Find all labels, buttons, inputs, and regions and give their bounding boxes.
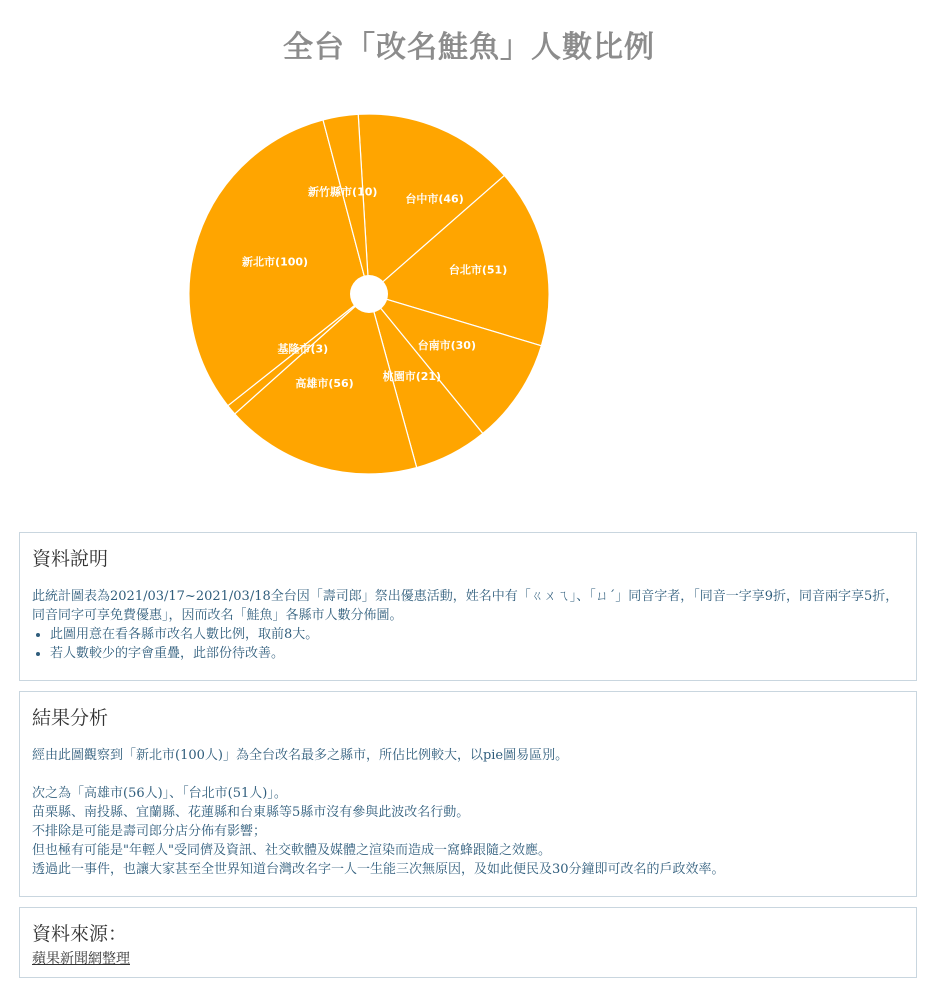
pie-label-台南市: 台南市(30) (417, 339, 477, 353)
description-heading: 資料說明 (32, 548, 109, 570)
pie-label-新竹縣市: 新竹縣市(10) (308, 185, 378, 199)
pie-label-新北市: 新北市(100) (242, 255, 309, 269)
pie-label-台中市: 台中市(46) (405, 192, 464, 206)
analysis-line: 苗栗縣、南投縣、宜蘭縣、花蓮縣和台東縣等5縣市沒有參與此波改名行動。 (32, 805, 470, 820)
description-panel (19, 532, 917, 681)
description-bullet: • 此圖用意在看各縣市改名人數比例，取前8大。 (50, 625, 904, 644)
pie-label-台北市: 台北市(51) (448, 263, 508, 277)
analysis-line: 但也極有可能是"年輕人"受同儕及資訊、社交軟體及媒體之渲染而造成一窩蜂跟隨之效應。 (32, 843, 551, 858)
analysis-panel (19, 691, 917, 897)
analysis-paragraph: 經由此圖觀察到「新北市(100人)」為全台改名最多之縣市，所佔比例較大，以pie圖易區別。 (32, 748, 569, 763)
pie-chart (160, 90, 580, 490)
pie-label-高雄市: 高雄市(56) (295, 376, 354, 390)
analysis-line: 透過此一事件，也讓大家甚至全世界知道台灣改名字一人一生能三次無原因，及如此便民及30分鐘即可改名的戶政效率。 (32, 862, 725, 877)
pie-label-基隆市: 基隆市(3) (277, 342, 329, 356)
description-bullets (32, 625, 904, 663)
description-intro: 此統計圖表為2021/03/17~2021/03/18全台因「壽司郎」祭出優惠活動，姓名中有「ㄍㄨㄟ」、「ㄩˊ」同音字者，「同音一字享9折，同音兩字享5折，同音同字可享免費優惠」，因而改名「鮭魚」各縣市人數分佈圖。 (32, 589, 899, 623)
analysis-line: 不排除是可能是壽司郎分店分佈有影響； (32, 824, 267, 839)
source-panel (19, 907, 917, 978)
analysis-heading: 結果分析 (32, 707, 109, 729)
source-link[interactable]: 蘋果新聞網整理 (32, 951, 130, 967)
chart-title: 全台「改名鮭魚」人數比例 (283, 30, 655, 65)
analysis-line: 次之為「高雄市(56人)」、「台北市(51人)」。 (32, 786, 287, 801)
pie-label-桃園市: 桃園市(21) (382, 370, 442, 384)
pie-center-hole (350, 275, 388, 313)
source-heading: 資料來源： (32, 923, 128, 945)
description-bullet: • 若人數較少的字會重疊，此部份待改善。 (50, 644, 904, 663)
